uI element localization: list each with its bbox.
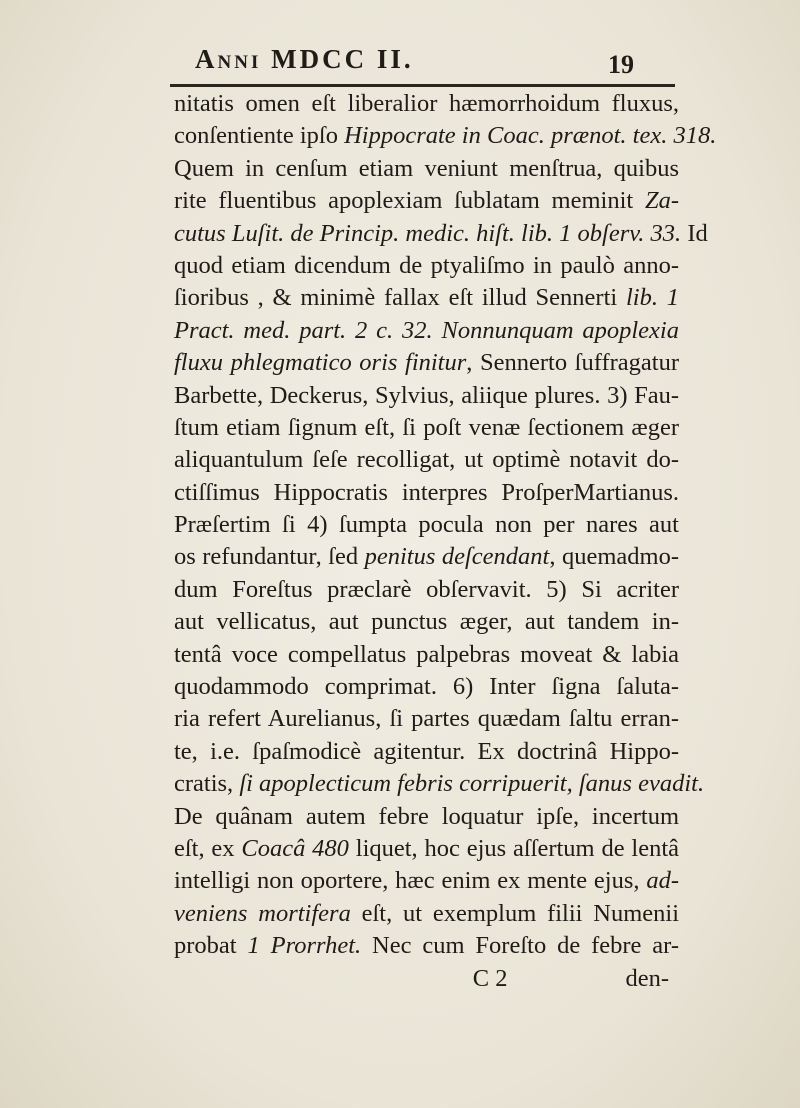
text-span: liquet, hoc ejus aſſertum de lentâ bbox=[348, 834, 679, 862]
text-line bbox=[174, 250, 679, 282]
text-span: ria refert Aurelianus, ſi partes quædam ſaltu erran- bbox=[174, 705, 679, 733]
text-span: eſt, ut exemplum filii Numenii bbox=[350, 899, 679, 927]
text-line bbox=[174, 88, 679, 120]
text-span: probat bbox=[174, 932, 248, 960]
text-line bbox=[174, 412, 679, 444]
text-line bbox=[174, 736, 679, 768]
text-line bbox=[174, 801, 679, 833]
text-line bbox=[174, 865, 679, 897]
italic-span: ſi apoplecticum febris corripuerit, ſanus evadit. bbox=[239, 770, 705, 798]
text-span: nitatis omen eſt liberalior hæmorrhoidum fluxus, bbox=[174, 90, 679, 117]
text-line bbox=[174, 218, 708, 250]
text-line bbox=[174, 703, 679, 735]
text-span: aut vellicatus, aut punctus æger, aut tandem in- bbox=[174, 608, 679, 636]
text-span: ctiſſimus Hippocratis interpres ProſperMartianus. bbox=[174, 478, 679, 506]
text-span: os refundantur, ſed bbox=[174, 543, 365, 571]
italic-span: veniens mortifera bbox=[174, 899, 351, 927]
text-span: te, i.e. ſpaſmodicè agitentur. Ex doctrinâ Hippo- bbox=[174, 737, 679, 765]
text-line bbox=[174, 768, 705, 800]
text-line bbox=[174, 347, 679, 379]
text-span: , Sennerto ſuffragatur bbox=[466, 349, 679, 377]
text-span: Nec cum Foreſto de febre ar- bbox=[361, 932, 680, 960]
text-span: De quânam autem febre loquatur ipſe, incertum bbox=[174, 802, 679, 830]
text-line bbox=[174, 541, 679, 573]
italic-span: penitus deſcendant bbox=[364, 543, 550, 571]
text-line bbox=[174, 380, 679, 412]
page-number: 19 bbox=[608, 50, 634, 79]
text-span: tentâ voce compellatus palpebras moveat & labia bbox=[174, 640, 679, 668]
text-span: Barbette, Deckerus, Sylvius, aliique plures. 3) Fau- bbox=[174, 381, 679, 409]
italic-span: Pract. med. part. 2 c. 32. Nonnunquam apoplexia bbox=[174, 316, 679, 344]
text-line bbox=[174, 282, 679, 314]
text-line bbox=[174, 606, 679, 638]
text-span: eſt, ex bbox=[174, 834, 242, 862]
italic-span: 1 Prorrhet. bbox=[247, 932, 362, 960]
italic-span: lib. 1 bbox=[625, 284, 679, 312]
italic-span: cutus Luſit. de Princip. medic. hiſt. lib. 1 obſerv. 33. bbox=[174, 219, 682, 247]
italic-span: Za- bbox=[644, 187, 679, 215]
catchword: den- bbox=[625, 964, 669, 992]
text-line bbox=[174, 444, 679, 476]
text-line bbox=[174, 120, 717, 152]
text-line bbox=[174, 639, 679, 671]
head-rule bbox=[170, 84, 675, 87]
running-head-title: Anni MDCC II. bbox=[195, 44, 414, 74]
signature-mark: C 2 bbox=[472, 964, 508, 992]
text-line bbox=[174, 185, 679, 217]
text-line bbox=[174, 930, 679, 962]
italic-span: ad- bbox=[646, 867, 679, 895]
text-span: Id bbox=[681, 219, 708, 247]
text-span: intelligi non oportere, hæc enim ex mente ejus, bbox=[174, 867, 647, 895]
text-span: ſtum etiam ſignum eſt, ſi poſt venæ ſectionem æger bbox=[174, 413, 679, 441]
text-span: rite fluentibus apoplexiam ſublatam meminit bbox=[174, 187, 645, 215]
text-span: ſioribus , & minimè fallax eſt illud Sennerti bbox=[174, 284, 626, 312]
text-span: Præſertim ſi 4) ſumpta pocula non per nares aut bbox=[174, 511, 679, 539]
italic-span: Coacâ 480 bbox=[241, 834, 349, 862]
text-line bbox=[174, 153, 679, 185]
italic-span: fluxu phlegmatico oris finitur bbox=[174, 349, 467, 377]
text-line bbox=[174, 315, 679, 347]
text-line bbox=[174, 477, 679, 509]
text-line bbox=[174, 898, 679, 930]
text-line bbox=[174, 833, 679, 865]
text-span: cratis, bbox=[174, 770, 240, 798]
text-span: dum Foreſtus præclarè obſervavit. 5) Si acriter bbox=[174, 575, 679, 603]
text-line bbox=[174, 574, 679, 606]
text-span: , quemadmo- bbox=[549, 543, 679, 571]
body-text bbox=[174, 88, 717, 995]
text-span: aliquantulum ſeſe recolligat, ut optimè notavit do- bbox=[174, 446, 679, 474]
text-span: quod etiam dicendum de ptyaliſmo in paulò anno- bbox=[174, 251, 679, 279]
text-line bbox=[174, 671, 679, 703]
running-head bbox=[0, 44, 800, 84]
text-span: quodammodo comprimat. 6) Inter ſigna ſaluta- bbox=[174, 673, 679, 701]
text-span: conſentiente ipſo bbox=[174, 122, 345, 150]
italic-span: Hippocrate in Coac. prænot. tex. 318. bbox=[344, 122, 717, 150]
text-line bbox=[174, 509, 679, 541]
text-span: Quem in cenſum etiam veniunt menſtrua, quibus bbox=[174, 154, 679, 182]
footer-line bbox=[174, 963, 679, 995]
